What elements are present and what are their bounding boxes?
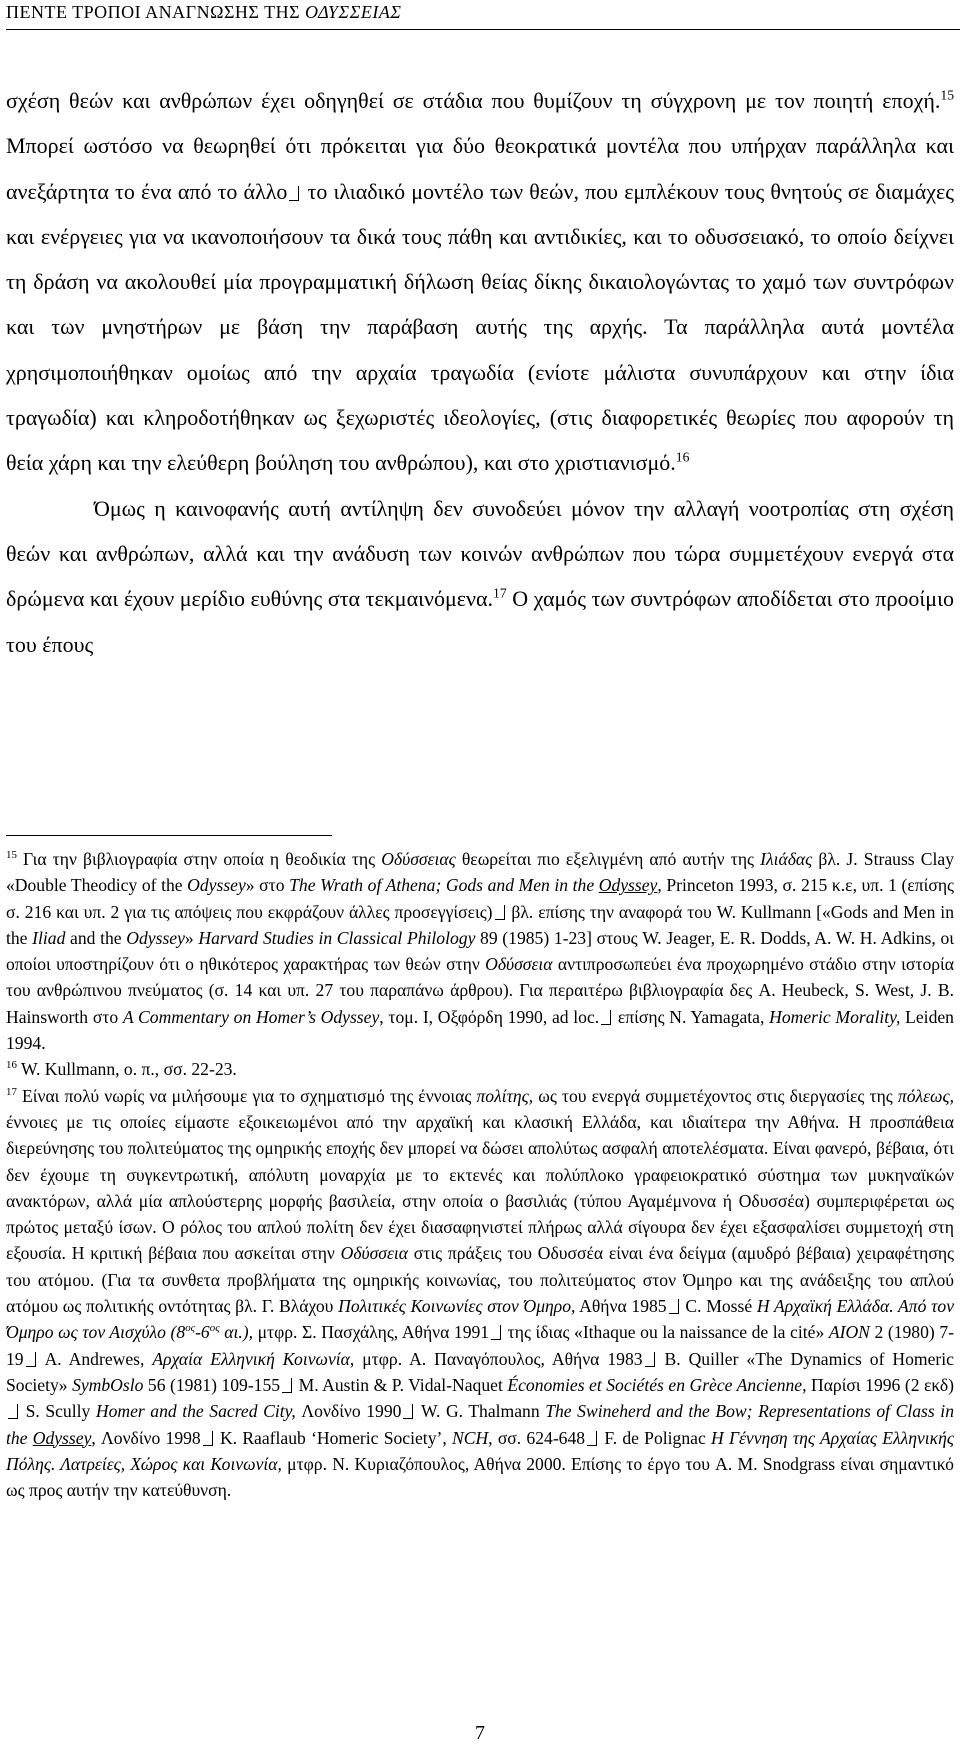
footnote-16 bbox=[6, 1056, 954, 1082]
missing-glyph-icon bbox=[289, 186, 299, 201]
running-head bbox=[6, 2, 946, 23]
footnote-ref-15[interactable]: 15 bbox=[940, 87, 954, 103]
fn17-text: σσ. 624-648 bbox=[492, 1427, 586, 1448]
fn15-italic: The Wrath of Athena; Gods and Men in the bbox=[289, 875, 599, 896]
fn17-italic: Η Γέννηση της Αρχαίας Ελληνικής Πόλης. Λατρείες, Χώρος και Κοινωνία, bbox=[6, 1427, 954, 1474]
footnote-number: 15 bbox=[6, 849, 17, 862]
fn17-text: F. de Polignac bbox=[599, 1427, 711, 1448]
fn17-text: της ίδιας «Ithaque ou la naissance de la cité» bbox=[503, 1322, 829, 1343]
fn15-text: » στο bbox=[245, 875, 290, 896]
fn17-italic: πόλεως, bbox=[897, 1085, 955, 1106]
fn17-text: S. Scully bbox=[20, 1401, 96, 1422]
fn15-text: βλ. J. Strauss Clay «Double Theodicy of the bbox=[6, 849, 954, 896]
fn15-italic: Harvard Studies in Classical Philology bbox=[198, 927, 476, 948]
missing-glyph-icon bbox=[587, 1431, 597, 1446]
fn17-italic: πολίτης, bbox=[476, 1085, 534, 1106]
fn17-text: Αθήνα 1985 bbox=[575, 1296, 667, 1317]
footnote-number: 16 bbox=[6, 1059, 17, 1072]
fn17-text: μτφρ. Ν. Κυριαζόπουλος, Αθήνα 2000. Επίσης το έργο του A. M. Snodgrass είναι σημαντικό ως προς αυτήν την κατεύθυνση. bbox=[6, 1453, 954, 1501]
footnote-17 bbox=[6, 1083, 954, 1504]
page-number: 7 bbox=[475, 1722, 485, 1744]
fn17-text: B. Quiller «The Dynamics of Homeric Society» bbox=[6, 1348, 954, 1395]
fn17-italic: Homer and the Sacred City, bbox=[95, 1401, 296, 1422]
footnote-ref-16[interactable]: 16 bbox=[675, 450, 690, 466]
fn15-italic: Ιλιάδας bbox=[760, 849, 813, 869]
fn15-text: επίσης N. Yamagata, bbox=[613, 1006, 770, 1027]
p2-text-b: Ο χαμός των συντρόφων αποδίδεται στο προοίμιο του έπους bbox=[6, 586, 955, 657]
fn15-italic: Odyssey bbox=[126, 927, 185, 948]
missing-glyph-icon bbox=[495, 905, 505, 920]
p1-text-c: το ιλιαδικό μοντέλο των θεών, που εμπλέκουν τους θνητούς σε διαμάχες και ενέργειες για να ικανοποιήσουν τα δικά τους πάθη και αντιδικίες, και το οδυσσειακό, το οποίο δείχνει τη δράση να ακολουθεί μία προγραμματική δήλωση θείας δίκης δικαιολογώντας το χαμό των συντρόφων και των μνηστήρων με βάση την παράβαση αυτής της αρχής. Τα παράλληλα αυτά μοντέλα χρησιμοποιήθηκαν ομοίως από την αρχαία τραγωδία (ενίοτε μάλιστα συνυπάρχουν και στην ίδια τραγωδία) και κληροδοτήθηκαν ως ξεχωριστές ιδεολογίες, (στις διαφορετικές θεωρίες που αφορούν τη θεία χάρη και την ελεύθερη βούληση του ανθρώπου), και στο χριστιανισμό. bbox=[6, 178, 954, 476]
footnote-number: 17 bbox=[6, 1085, 17, 1098]
footnote-ref-17[interactable]: 17 bbox=[493, 585, 507, 601]
fn17-text: 56 (1981) 109-155 bbox=[143, 1374, 281, 1395]
fn15-text: Για την βιβλιογραφία στην οποία η θεοδικία της bbox=[16, 849, 382, 869]
fn15-text: Leiden 1994. bbox=[6, 1006, 954, 1054]
fn17-text: έννοιες με τις οποίες είμαστε εξοικειωμένοι από την αρχαϊκή και κλασική Ελλάδα, και ιδιαίτερα την Αθήνα. Η προσπάθεια διερεύνησης του πολιτεύματος της ομηρικής εποχής δεν μπορεί να δώσει απολύτως ασφαλή αποτελέσματα. Είναι φανερό, βέβαια, ότι δεν έχουμε τη συγκεντρωτική, απόλυτη μοναρχία με το εκτενές και πολύπλοκο γραφειοκρατικό σύστημα των μυκηναϊκών ανακτόρων, αλλά μία απλούστερης μορφής βασιλεία, στην οποία ο βασιλιάς (τύπου Αγαμέμνονα ή Οδυσσέα) συμπεριφέρεται ως πρώτος μεταξύ ίσων. Ο ρόλος του απλού πολίτη δεν έχει διασαφηνιστεί πλήρως αλλά σίγουρα δεν έχει εξασφαλίσει συμμετοχή στη εξουσία. Η κριτική βέβαια που ασκείται στην bbox=[6, 1111, 954, 1264]
fn15-text: , τομ. I, Οξφόρδη 1990, ad loc. bbox=[379, 1006, 600, 1027]
fn15-text: and the bbox=[65, 927, 127, 948]
fn17-text: , Λονδίνο 1998 bbox=[91, 1427, 201, 1448]
fn17-italic: AION bbox=[828, 1322, 870, 1343]
fn17-text: Είναι πολύ νωρίς να μιλήσουμε για το σχηματισμό της έννοιας bbox=[16, 1085, 477, 1106]
running-head-italic: ΟΔΥΣΣΕΙΑΣ bbox=[305, 2, 402, 22]
missing-glyph-icon bbox=[601, 1010, 611, 1025]
fn17-italic: SymbOslo bbox=[72, 1374, 144, 1395]
fn15-italic: Οδύσσειας bbox=[381, 849, 456, 869]
fn16-text: W. Kullmann, ο. π., σσ. 22-23. bbox=[16, 1059, 237, 1080]
p2-text-a: Όμως η καινοφανής αυτή αντίληψη δεν συνοδεύει μόνον την αλλαγή νοοτροπίας στη σχέση θεών και ανθρώπων, αλλά και την ανάδυση των κοινών ανθρώπων που τώρα συμμετέχουν ενεργά στα δρώμενα και έχουν μερίδιο ευθύνης στα τεκμαινόμενα. bbox=[6, 495, 954, 612]
footnote-15 bbox=[6, 846, 954, 1056]
fn17-italic: NCH, bbox=[452, 1427, 493, 1448]
fn17-text: Λονδίνο 1990 bbox=[295, 1401, 402, 1422]
missing-glyph-icon bbox=[26, 1352, 36, 1367]
running-head-text: ΠΕΝΤΕ ΤΡΟΠΟΙ ΑΝΑΓΝΩΣΗΣ ΤΗΣ bbox=[6, 2, 306, 22]
fn17-italic: Πολιτικές Κοινωνίες στον Όμηρο, bbox=[338, 1296, 576, 1317]
fn15-underlined: Odyssey bbox=[598, 875, 658, 896]
fn17-italic: Οδύσσεια bbox=[340, 1243, 409, 1264]
fn15-text: αντιπροσωπεύει ένα προχωρημένο στάδιο στην ιστορία του ανθρώπινου πνεύματος (σ. 14 και υπ. 27 του παραπάνω άρθρου). Για περαιτέρω βιβλιογραφία δες A. Heubeck, S. West, J. B. Hainsworth στο bbox=[6, 954, 954, 1027]
fn17-italic: Αρχαία Ελληνική Κοινωνία bbox=[152, 1348, 350, 1369]
fn15-text: βλ. επίσης την αναφορά του W. Kullmann [«Gods and Men in the bbox=[6, 901, 954, 948]
fn15-italic: Homeric Morality, bbox=[769, 1006, 901, 1027]
fn15-text: , Princeton 1993, σ. 215 κ.ε, υπ. 1 (επίσης σ. 216 και υπ. 2 για τις απόψεις που εκφράζουν άλλες προσεγγίσεις) bbox=[6, 875, 955, 922]
fn17-text: στις πράξεις του Οδυσσέα είναι ένα δείγμα (αμυδρό βέβαια) χειραφέτησης του ατόμου. (Για τα συνθετα προβλήματα της ομηρικής κοινωνίας, του πολιτεύματος στον Όμηρο και της ανάδειξης του απλού ατόμου ως πολιτικής οντότητας βλ. Γ. Βλάχου bbox=[6, 1243, 955, 1317]
missing-glyph-icon bbox=[403, 1404, 413, 1419]
fn17-text: ως του ενεργά συμμετέχοντος στις διεργασίες της bbox=[533, 1085, 898, 1106]
fn17-text: K. Raaflaub ‘Homeric Society’, bbox=[214, 1427, 452, 1448]
fn17-text: M. Austin & P. Vidal-Naquet bbox=[294, 1374, 508, 1395]
fn17-text: μτφρ. Σ. Πασχάλης, Αθήνα 1991 bbox=[253, 1322, 490, 1343]
fn17-text: Παρίσι 1996 (2 εκδ) bbox=[806, 1374, 955, 1395]
fn17-italic: Η Αρχαϊκή Ελλάδα. Από τον Όμηρο ως τον Αισχύλο (8 bbox=[6, 1296, 955, 1343]
p1-text-a: σχέση θεών και ανθρώπων έχει οδηγηθεί σε στάδια που θυμίζουν τη σύγχρονη με τον ποιητή εποχή. bbox=[6, 88, 941, 113]
header-rule bbox=[6, 29, 960, 30]
fn17-underlined: Odyssey bbox=[32, 1427, 92, 1448]
fn17-text: C. Mossé bbox=[680, 1296, 757, 1317]
footnote-separator bbox=[6, 835, 332, 836]
missing-glyph-icon bbox=[491, 1325, 501, 1340]
fn15-italic: Iliad bbox=[32, 927, 66, 948]
p1-text-b: Μπορεί ωστόσο να θεωρηθεί ότι πρόκειται για δύο θεοκρατικά μοντέλα που υπήρχαν παράλληλα και ανεξάρτητα το ένα από το άλλο bbox=[6, 133, 954, 204]
missing-glyph-icon bbox=[8, 1404, 18, 1419]
fn15-italic: Οδύσσεια bbox=[485, 954, 553, 975]
fn17-superscript: ος bbox=[209, 1322, 220, 1335]
missing-glyph-icon bbox=[669, 1299, 679, 1314]
missing-glyph-icon bbox=[645, 1352, 655, 1367]
fn17-text: W. G. Thalmann bbox=[415, 1401, 546, 1422]
fn17-italic: The Swineherd and the Bow; Representations of Class in the bbox=[6, 1401, 954, 1448]
fn15-italic: A Commentary on Homer’s Odyssey bbox=[122, 1006, 380, 1027]
missing-glyph-icon bbox=[282, 1378, 292, 1393]
fn15-italic: Odyssey bbox=[187, 875, 246, 896]
fn17-text: , μτφρ. Α. Παναγόπουλος, Αθήνα 1983 bbox=[349, 1348, 643, 1369]
fn17-italic: -6 bbox=[195, 1322, 210, 1343]
missing-glyph-icon bbox=[203, 1431, 213, 1446]
fn17-italic: αι.), bbox=[219, 1322, 253, 1343]
fn15-text: 89 (1985) 1-23] στους W. Jeager, E. R. Dodds, A. W. H. Adkins, οι οποίοι υποστηρίζουν ότι ο ηθικότερος χαρακτήρας των θεών στην bbox=[6, 927, 954, 975]
paragraph-1 bbox=[6, 78, 954, 486]
fn15-text: » bbox=[184, 927, 199, 948]
fn17-superscript: ος bbox=[185, 1322, 196, 1335]
fn17-text: 2 (1980) 7-19 bbox=[6, 1322, 954, 1369]
footnotes bbox=[6, 846, 954, 1503]
fn15-text: θεωρείται πιο εξελιγμένη από αυτήν της bbox=[455, 849, 761, 869]
fn17-italic: Économies et Sociétés en Grèce Ancienne, bbox=[507, 1374, 807, 1395]
paragraph-2 bbox=[6, 486, 954, 667]
main-text bbox=[6, 78, 954, 667]
fn17-text: A. Andrewes, bbox=[37, 1348, 153, 1369]
